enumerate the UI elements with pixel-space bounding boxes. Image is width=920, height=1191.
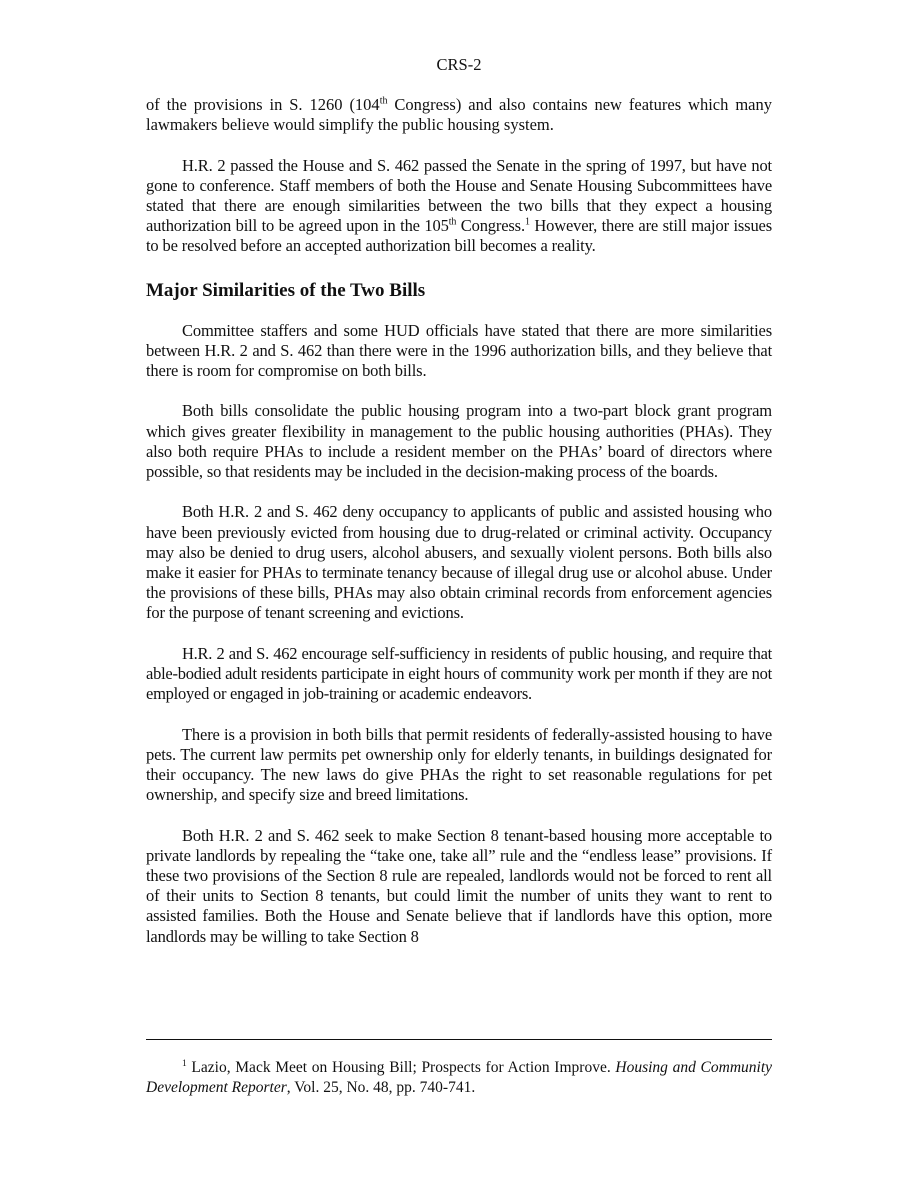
paragraph-text: However, there are still major issues to be resolved before an accepted authorization bill becomes a reality. — [146, 216, 772, 256]
section-paragraph: Both H.R. 2 and S. 462 seek to make Section 8 tenant-based housing more acceptable to private landlords by repealing the “take one, take all” rule and the “endless lease” provisions. If these two provisions of the Section 8 rule are repealed, landlords would not be forced to rent all of their units to Section 8 tenants, but could limit the number of units they want to rent to assisted families. Both the House and Senate believe that if landlords have this option, more landlords may be willing to take Section 8 — [146, 825, 772, 946]
section-heading: Major Similarities of the Two Bills — [146, 279, 426, 301]
footnote-reference[interactable]: 1 — [524, 216, 530, 228]
paragraph-text: Congress. — [456, 216, 525, 236]
paragraph-text: Congress) and also contains new features which many lawmakers believe would simplify the public housing system. — [146, 95, 772, 135]
document-body — [146, 95, 772, 947]
ordinal-superscript: th — [448, 216, 457, 228]
footnote-text: , Vol. 25, No. 48, pp. 740-741. — [286, 1079, 476, 1096]
paragraph-text: H.R. 2 passed the House and S. 462 passed the Senate in the spring of 1997, but have not gone to conference. Staff members of both the House and Senate Housing Subcommittees have stated that there are enough similarities between the two bills that they expect a housing authorization bill to be agreed upon in the 105 — [146, 155, 772, 236]
footnote-divider — [146, 1039, 772, 1040]
page-number-header: CRS-2 — [436, 55, 482, 74]
paragraph-text: of the provisions in S. 1260 (104 — [146, 95, 380, 114]
footnote-text: Lazio, Mack Meet on Housing Bill; Prospects for Action Improve. — [186, 1059, 616, 1076]
paragraph-continued — [146, 95, 772, 135]
footnote-publication-title: Housing and Community Development Reporter — [146, 1059, 773, 1096]
footnote — [146, 1058, 772, 1098]
section-paragraph: Committee staffers and some HUD officials have stated that there are more similarities between H.R. 2 and S. 462 than there were in the 1996 authorization bills, and they believe that there is room for compromise on both bills. — [146, 320, 772, 381]
section-paragraph: There is a provision in both bills that permit residents of federally-assisted housing to have pets. The current law permits pet ownership only for elderly tenants, in buildings designated for their occupancy. The new laws do give PHAs the right to set reasonable regulations for pet ownership, and specify size and breed limitations. — [146, 724, 772, 805]
paragraph-bill-status — [146, 156, 772, 257]
section-paragraph: Both H.R. 2 and S. 462 deny occupancy to applicants of public and assisted housing who have been previously evicted from housing due to drug-related or criminal activity. Occupancy may also be denied to drug users, alcohol abusers, and sexually violent persons. Both bills also make it easier for PHAs to terminate tenancy because of illegal drug use or alcohol abuse. Under the provisions of these bills, PHAs may also obtain criminal records from enforcement agencies for the purpose of tenant screening and evictions. — [146, 502, 772, 623]
footnote-number: 1 — [182, 1058, 187, 1069]
section-paragraph: H.R. 2 and S. 462 encourage self-sufficiency in residents of public housing, and require that able-bodied adult residents participate in eight hours of community work per month if they are not employed or engaged in job-training or academic endeavors. — [146, 643, 772, 704]
section-paragraph: Both bills consolidate the public housing program into a two-part block grant program which gives greater flexibility in management to the public housing authorities (PHAs). They also both require PHAs to include a resident member on the PHAs’ board of directors where possible, so that residents may be included in the decision-making process of the boards. — [146, 401, 772, 482]
ordinal-superscript: th — [379, 95, 388, 107]
